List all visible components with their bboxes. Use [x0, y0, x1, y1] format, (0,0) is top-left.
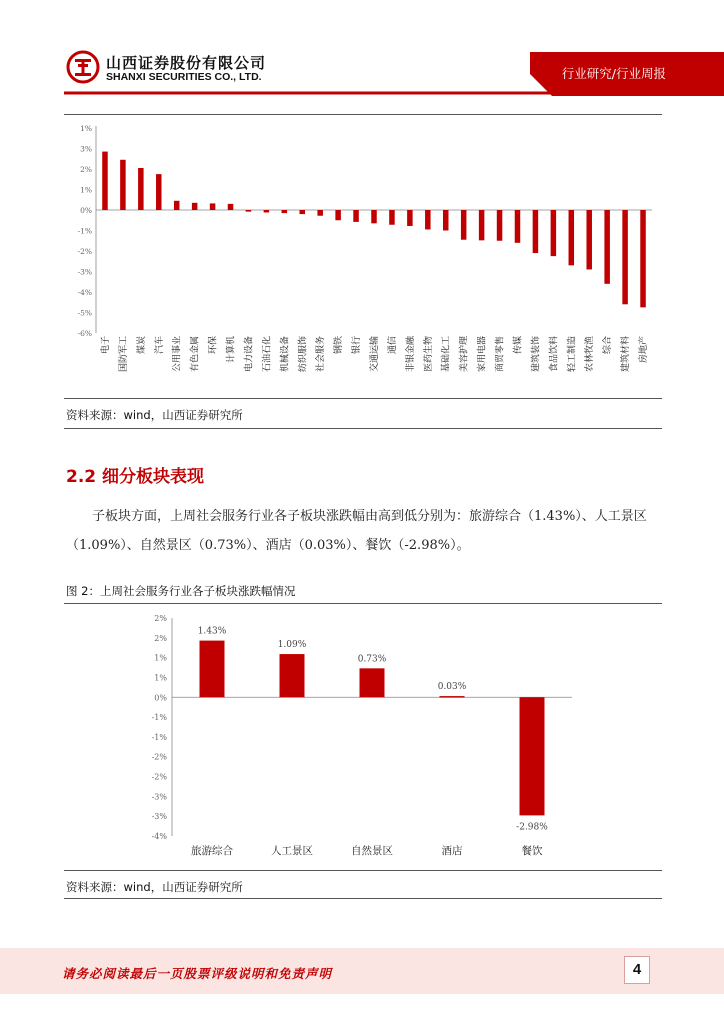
data-label: -2.98% [516, 822, 548, 833]
bar-石油石化 [264, 210, 270, 212]
bar-建筑装饰 [533, 210, 539, 253]
bar-房地产 [640, 210, 646, 307]
category-label: 传媒 [513, 336, 524, 355]
data-label: 1.43% [197, 626, 227, 637]
chart1-source-rule [64, 428, 662, 429]
bar-基础化工 [443, 210, 449, 231]
category-label: 餐饮 [521, 845, 543, 857]
y-tick-label: -3% [151, 812, 167, 822]
chart2-source: 资料来源：wind，山西证券研究所 [66, 880, 243, 894]
chart1-source: 资料来源：wind，山西证券研究所 [66, 408, 243, 422]
category-label: 电子 [100, 336, 111, 355]
bar-国防军工 [120, 160, 126, 210]
industry-returns-chart [0, 118, 724, 396]
bar-美容护理 [461, 210, 467, 240]
y-tick-label: -1% [151, 732, 167, 742]
y-tick-label: 1% [80, 124, 92, 133]
category-label: 房地产 [639, 336, 650, 364]
bar-煤炭 [138, 168, 144, 210]
category-label: 基础化工 [441, 336, 452, 373]
y-tick-label: 2% [154, 614, 167, 623]
y-tick-label: 0% [80, 206, 92, 215]
y-tick-label: 0% [154, 693, 167, 703]
category-label: 建筑装饰 [531, 336, 542, 373]
category-label: 通信 [387, 336, 398, 355]
y-tick-label: -3% [151, 792, 167, 802]
section-title: 2.2 细分板块表现 [66, 467, 205, 487]
bar-人工景区 [280, 654, 305, 697]
bar-自然景区 [360, 668, 385, 697]
category-label: 社会服务 [316, 336, 327, 373]
y-tick-label: -2% [151, 752, 167, 762]
bar-传媒 [515, 210, 521, 243]
bar-社会服务 [317, 210, 323, 216]
category-label: 人工景区 [271, 845, 313, 857]
category-label: 煤炭 [136, 336, 147, 355]
bar-食品饮料 [551, 210, 557, 256]
data-label: 1.09% [277, 640, 307, 651]
company-name-en: SHANXI SECURITIES CO., LTD. [106, 71, 262, 83]
category-label: 石油石化 [262, 336, 273, 373]
bar-公用事业 [174, 201, 180, 210]
category-label: 旅游综合 [191, 845, 233, 857]
bar-综合 [604, 210, 610, 284]
page-header [0, 0, 724, 96]
bar-电力设备 [246, 210, 252, 212]
y-tick-label: 1% [154, 673, 167, 683]
bar-旅游综合 [200, 641, 225, 698]
y-tick-label: 3% [80, 144, 92, 154]
chart2-bottom-rule [64, 870, 662, 871]
y-tick-label: -1% [77, 226, 92, 236]
category-label: 综合 [603, 336, 614, 355]
category-label: 钢铁 [334, 336, 345, 355]
category-label: 商贸零售 [495, 336, 506, 373]
category-label: 有色金属 [190, 336, 201, 373]
bar-电子 [102, 152, 108, 210]
category-label: 农林牧渔 [585, 336, 596, 373]
bar-商贸零售 [497, 210, 503, 241]
bar-环保 [210, 203, 216, 210]
category-label: 电力设备 [244, 336, 255, 373]
bar-计算机 [228, 204, 234, 210]
y-tick-label: -2% [151, 772, 167, 782]
category-label: 自然景区 [351, 845, 393, 857]
bar-汽车 [156, 174, 162, 210]
category-label: 汽车 [154, 336, 165, 355]
category-label: 非银金融 [405, 336, 416, 373]
chart2-caption: 图 2：上周社会服务行业各子板块涨跌幅情况 [66, 584, 296, 598]
y-tick-label: -5% [77, 308, 92, 318]
category-label: 机械设备 [280, 336, 291, 373]
bar-纺织服饰 [300, 210, 306, 214]
subsector-returns-chart [0, 610, 724, 866]
bar-轻工制造 [569, 210, 575, 265]
bar-农林牧渔 [586, 210, 592, 269]
category-label: 环保 [208, 336, 219, 355]
y-tick-label: 2% [154, 633, 167, 643]
disclaimer-text: 请务必阅读最后一页股票评级说明和免责声明 [62, 966, 333, 981]
data-label: 0.03% [437, 682, 467, 693]
bar-银行 [353, 210, 359, 222]
chart2-top-rule [64, 603, 662, 604]
category-label: 银行 [352, 336, 363, 355]
shanxi-securities-logo [66, 50, 100, 84]
category-label: 交通运输 [370, 336, 380, 373]
category-label: 家用电器 [477, 336, 488, 373]
bar-非银金融 [407, 210, 413, 226]
bar-钢铁 [335, 210, 341, 220]
page-number: 4 [624, 956, 650, 984]
y-tick-label: -1% [151, 713, 167, 723]
chart2-source-rule [64, 898, 662, 899]
bar-餐饮 [520, 697, 545, 815]
bar-建筑材料 [622, 210, 628, 304]
chart1-top-rule [64, 114, 662, 115]
category-label: 食品饮料 [549, 336, 560, 373]
bar-交通运输 [371, 210, 377, 223]
chart1-bottom-rule [64, 398, 662, 399]
y-tick-label: -4% [151, 832, 167, 841]
category-label: 轻工制造 [567, 336, 578, 373]
category-label: 医药生物 [423, 336, 434, 373]
category-label: 计算机 [226, 336, 237, 364]
y-tick-label: 1% [80, 185, 92, 195]
category-label: 国防军工 [118, 336, 129, 373]
y-tick-label: -3% [77, 267, 92, 277]
category-label: 建筑材料 [621, 336, 632, 373]
y-tick-label: 1% [154, 653, 167, 663]
category-label: 公用事业 [172, 336, 183, 373]
category-label: 美容护理 [459, 336, 470, 373]
y-tick-label: -6% [77, 329, 92, 338]
y-tick-label: -2% [77, 247, 92, 256]
section-paragraph: 子板块方面，上周社会服务行业各子板块涨跌幅由高到低分别为：旅游综合（1.43%）、人工景区（1.09%）、自然景区（0.73%）、酒店（0.03%）、餐饮（-2.98%）。 [66, 509, 647, 553]
bar-家用电器 [479, 210, 485, 240]
company-name-cn: 山西证券股份有限公司 [106, 54, 267, 72]
bar-有色金属 [192, 203, 198, 210]
category-label: 纺织服饰 [298, 336, 309, 373]
y-tick-label: 2% [80, 165, 92, 174]
bar-机械设备 [282, 210, 288, 213]
y-tick-label: -4% [77, 288, 92, 297]
category-label: 酒店 [441, 845, 463, 857]
data-label: 0.73% [357, 654, 387, 665]
bar-医药生物 [425, 210, 431, 229]
bar-酒店 [440, 696, 465, 698]
bar-通信 [389, 210, 395, 225]
report-type: 行业研究/行业周报 [561, 66, 666, 81]
